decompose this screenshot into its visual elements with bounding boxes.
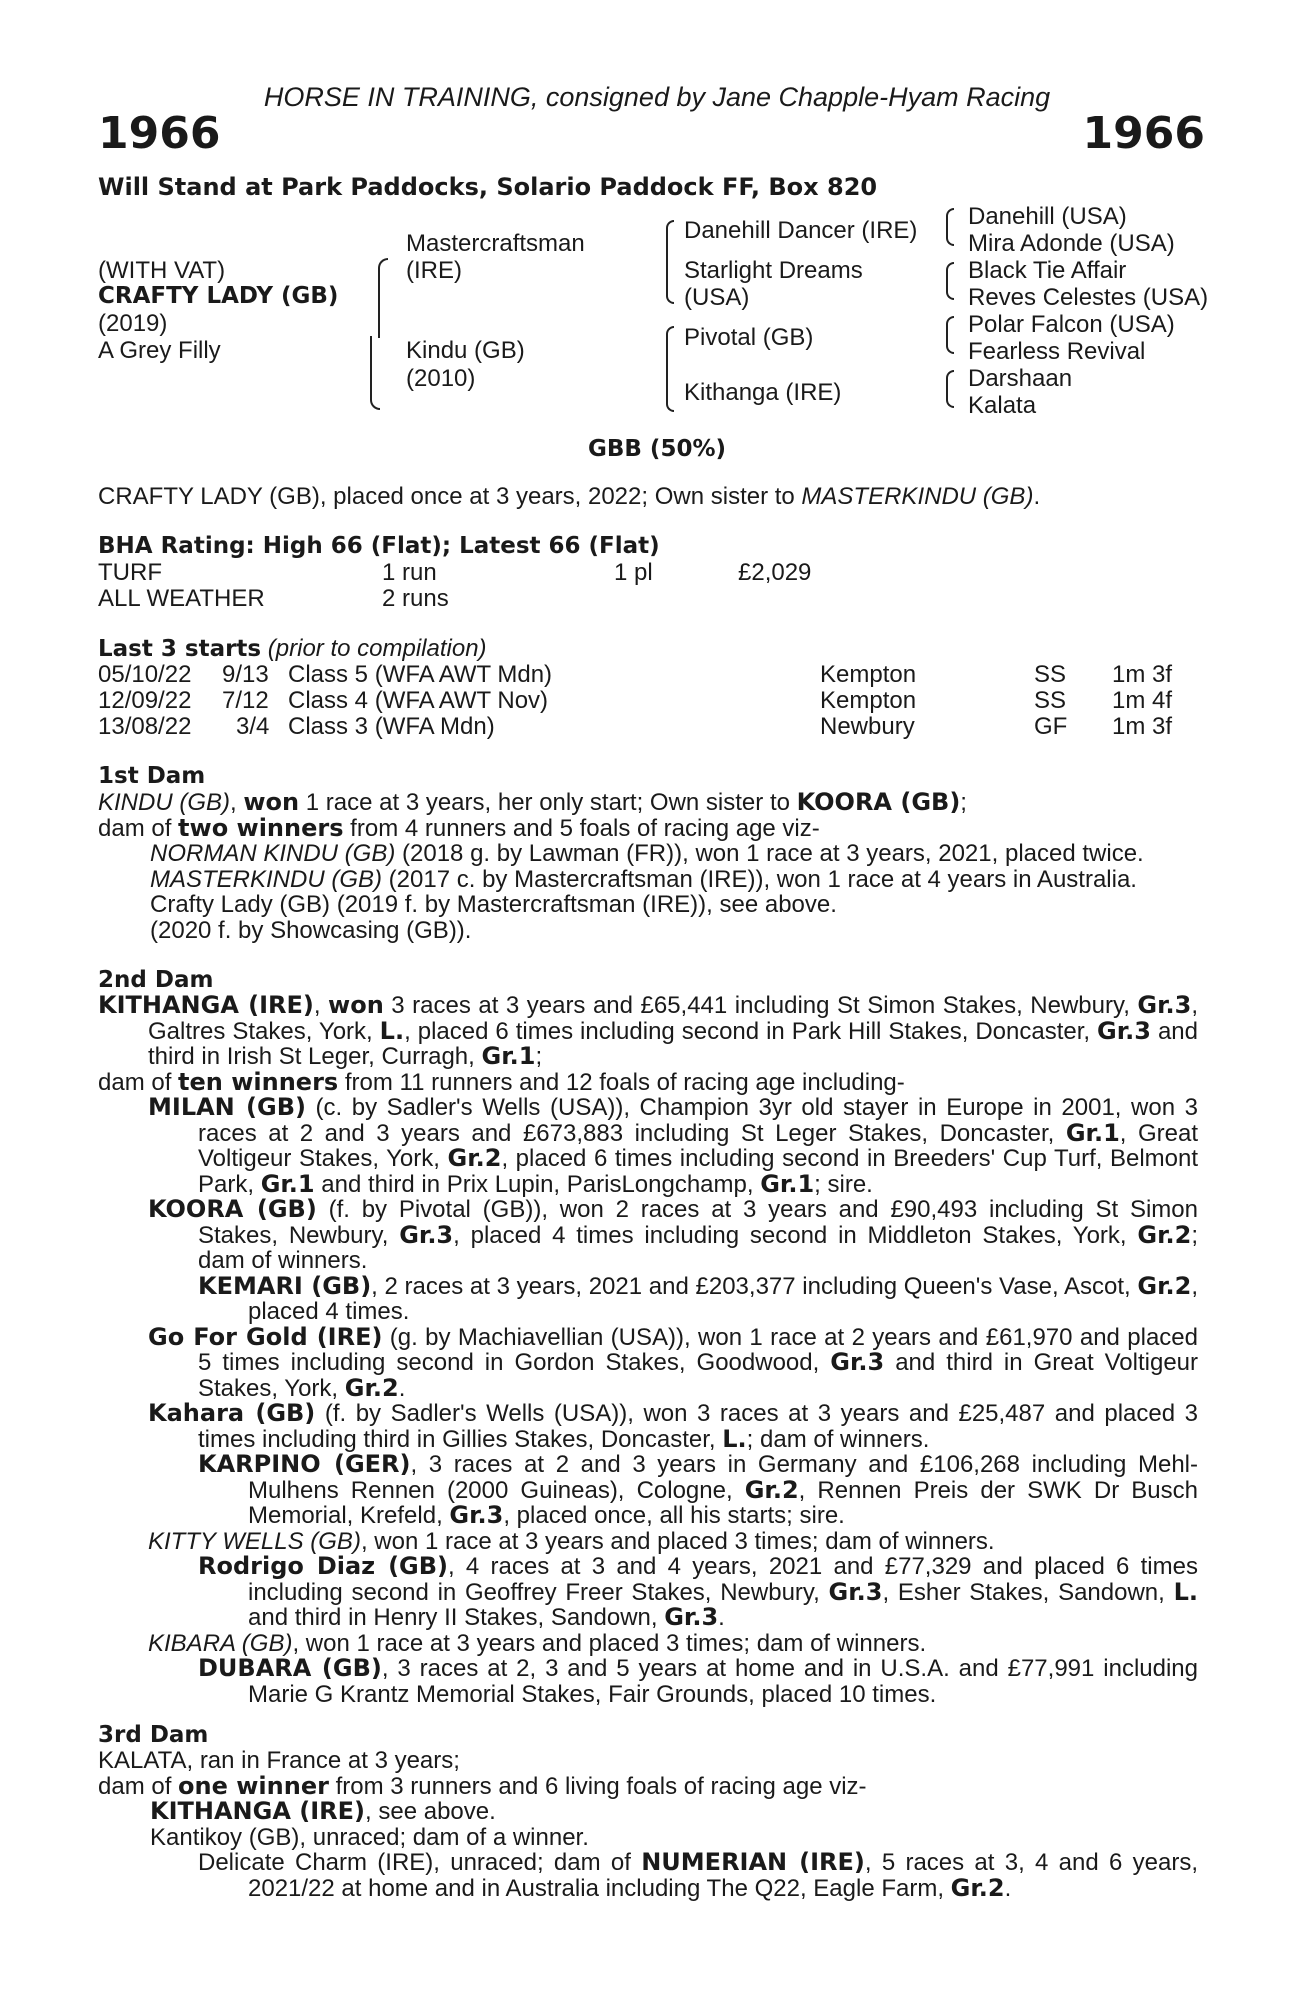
rating-surface: TURF bbox=[98, 559, 162, 586]
text: Gr.2 bbox=[950, 1873, 1005, 1902]
text: 3 races at 3 years and £65,441 including St Simon Stakes, Newbury, bbox=[383, 992, 1138, 1019]
rating-prize: £2,029 bbox=[738, 559, 812, 586]
dam3-line1: KALATA, ran in France at 3 years; bbox=[98, 1747, 460, 1774]
text: Rodrigo Diaz (GB) bbox=[198, 1552, 448, 1580]
summary-sister: MASTERKINDU (GB) bbox=[801, 483, 1034, 510]
dam-name: Kindu (GB) bbox=[406, 337, 525, 364]
brace-sire bbox=[378, 258, 388, 338]
gp-dsd: Fearless Revival bbox=[968, 338, 1146, 365]
dam2-kithanga bbox=[98, 993, 1198, 1070]
progeny-kibara bbox=[98, 1631, 1198, 1657]
text: Gr.3 bbox=[399, 1220, 454, 1249]
dam-dam: Kithanga (IRE) bbox=[684, 379, 842, 406]
start-distance: 1m 4f bbox=[1112, 687, 1173, 714]
progeny-milan bbox=[98, 1095, 1198, 1197]
brace-gp4 bbox=[946, 370, 954, 408]
text: Gr.3 bbox=[1097, 1016, 1151, 1045]
start-position: 3/4 bbox=[236, 713, 270, 740]
progeny-item: (2020 f. by Showcasing (GB)). bbox=[150, 916, 472, 944]
text: NORMAN KINDU (GB) bbox=[150, 840, 396, 867]
text: dam of bbox=[98, 814, 179, 842]
text: , 3 races at 2, 3 and 5 years at home and in U.S.A. and £77,991 including Marie G Krantz Memorial Stakes, Fair Grounds, placed 10 times. bbox=[248, 1655, 1198, 1708]
text: ; bbox=[535, 1043, 543, 1070]
rating-runs: 2 runs bbox=[382, 585, 449, 612]
text: ; dam of winners. bbox=[198, 1221, 1198, 1274]
text: , Rennen Preis der SWK Dr Busch Memorial, Krefeld, bbox=[248, 1476, 1198, 1529]
rating-runs: 1 run bbox=[382, 559, 437, 586]
sire-dam-line1: Starlight Dreams bbox=[684, 257, 863, 284]
text: , placed 4 times including second in Middleton Stakes, York, bbox=[453, 1221, 1138, 1249]
text: DUBARA (GB) bbox=[198, 1654, 382, 1682]
brace-dam-parents bbox=[666, 326, 674, 412]
progeny-kahara bbox=[98, 1401, 1198, 1452]
lot-number-left: 1966 bbox=[98, 108, 221, 159]
start-race: Class 5 (WFA AWT Mdn) bbox=[288, 661, 553, 688]
start-row bbox=[98, 714, 1198, 740]
text: from 4 runners and 5 foals of racing age viz- bbox=[343, 814, 820, 842]
dam1-title: 1st Dam bbox=[98, 763, 206, 789]
text: . bbox=[398, 1374, 406, 1402]
start-position: 9/13 bbox=[222, 661, 269, 688]
start-position: 7/12 bbox=[222, 687, 269, 714]
starts-title: Last 3 starts bbox=[98, 636, 262, 662]
text: , won 1 race at 3 years and placed 3 times; dam of winners. bbox=[360, 1527, 995, 1555]
dam3-title: 3rd Dam bbox=[98, 1722, 209, 1748]
text: Gr.3 bbox=[1137, 991, 1192, 1019]
text: Gr.2 bbox=[447, 1144, 502, 1172]
dam3-body bbox=[98, 1748, 1198, 1901]
text: and third in Henry II Stakes, Sandown, bbox=[248, 1604, 665, 1631]
text: Gr.1 bbox=[760, 1169, 815, 1198]
progeny-go-for-gold bbox=[98, 1322, 1199, 1402]
text: L. bbox=[379, 1016, 405, 1045]
sire-country: (IRE) bbox=[406, 257, 462, 284]
text: L. bbox=[1173, 1577, 1198, 1606]
text: . bbox=[718, 1604, 725, 1631]
start-row bbox=[98, 688, 1198, 714]
text: won bbox=[243, 788, 300, 816]
vat-label: (WITH VAT) bbox=[98, 257, 226, 284]
text: (2018 g. by Lawman (FR)), won 1 race at 3 years, 2021, placed twice. bbox=[395, 840, 1144, 867]
text: Gr.3 bbox=[664, 1603, 719, 1631]
text: and third in Great Voltigeur Stakes, York, bbox=[198, 1349, 1199, 1402]
text: , bbox=[230, 789, 244, 816]
brace-dam bbox=[370, 336, 380, 410]
progeny-kantikoy: Kantikoy (GB), unraced; dam of a winner. bbox=[150, 1823, 589, 1851]
starts-title-line bbox=[98, 636, 1198, 663]
text: , 4 races at 3 and 4 years, 2021 and £77,329 and placed 6 times including second in Geoffrey Freer Stakes, Newbury, bbox=[248, 1553, 1198, 1606]
text: dam of bbox=[98, 1772, 179, 1800]
text: (f. by Pivotal (GB)), won 2 races at 3 years and £90,493 including St Simon Stakes, Newbury, bbox=[198, 1196, 1198, 1249]
text: Gr.3 bbox=[449, 1501, 504, 1529]
start-course: Kempton bbox=[820, 661, 917, 688]
start-date: 05/10/22 bbox=[98, 661, 192, 688]
dam3-line2 bbox=[98, 1771, 1198, 1800]
dam2-body bbox=[98, 993, 1198, 1707]
text: ; sire. bbox=[814, 1170, 873, 1198]
gp-sdd: Reves Celestes (USA) bbox=[968, 284, 1209, 311]
start-going: GF bbox=[1034, 713, 1068, 740]
brace-gp3 bbox=[946, 316, 954, 354]
text: , won 1 race at 3 years and placed 3 times; dam of winners. bbox=[292, 1629, 927, 1657]
progeny-koora bbox=[98, 1197, 1198, 1274]
text: , 5 races at 3, 4 and 6 years, 2021/22 at home and in Australia including The Q22, Eagle Farm, bbox=[248, 1849, 1198, 1902]
sire-name: Mastercraftsman bbox=[406, 230, 585, 257]
text: , bbox=[313, 992, 329, 1019]
text: Kahara (GB) bbox=[148, 1399, 316, 1427]
progeny-item bbox=[98, 841, 1198, 867]
dam1-line1 bbox=[98, 790, 1198, 816]
start-row bbox=[98, 662, 1198, 688]
text: Gr.1 bbox=[481, 1042, 536, 1070]
text: , placed 6 times including second in Breeders' Cup Turf, Belmont Park, bbox=[198, 1145, 1199, 1198]
rating-placed: 1 pl bbox=[614, 559, 653, 586]
text: Go For Gold (IRE) bbox=[148, 1322, 383, 1351]
gp-dds: Darshaan bbox=[968, 365, 1073, 392]
horse-name: CRAFTY LADY (GB) bbox=[98, 283, 339, 309]
dam-year: (2010) bbox=[406, 365, 476, 392]
summary-end: . bbox=[1033, 483, 1041, 510]
dam1-body bbox=[98, 790, 1198, 943]
start-course: Newbury bbox=[820, 713, 915, 740]
text: Gr.3 bbox=[830, 1348, 885, 1376]
text: MASTERKINDU (GB) bbox=[150, 865, 383, 893]
gp-sss: Danehill (USA) bbox=[968, 203, 1127, 230]
start-going: SS bbox=[1034, 661, 1067, 688]
starts-note: (prior to compilation) bbox=[267, 635, 487, 662]
progeny-kithanga bbox=[98, 1799, 1198, 1825]
text: (2017 c. by Mastercraftsman (IRE)), won 1 race at 4 years in Australia. bbox=[382, 865, 1137, 893]
dam-sire: Pivotal (GB) bbox=[684, 324, 814, 351]
start-distance: 1m 3f bbox=[1112, 713, 1173, 740]
stand-location: Will Stand at Park Paddocks, Solario Paddock FF, Box 820 bbox=[98, 173, 878, 201]
text: from 3 runners and 6 living foals of racing age viz- bbox=[328, 1772, 867, 1800]
text: MILAN (GB) bbox=[148, 1093, 306, 1121]
horse-year: (2019) bbox=[98, 310, 168, 337]
text: , placed once, all his starts; sire. bbox=[503, 1502, 845, 1529]
gp-sds: Black Tie Affair bbox=[968, 257, 1127, 284]
gp-ddd: Kalata bbox=[968, 392, 1037, 419]
text: ; bbox=[960, 789, 967, 816]
text: KIBARA (GB) bbox=[148, 1629, 293, 1657]
text: and third in Prix Lupin, ParisLongchamp, bbox=[314, 1170, 761, 1198]
rating-surface: ALL WEATHER bbox=[98, 585, 265, 612]
text: Gr.3 bbox=[828, 1577, 883, 1606]
text: , Galtres Stakes, York, bbox=[148, 992, 1198, 1045]
text: KITTY WELLS (GB) bbox=[148, 1527, 361, 1555]
rating-row-aw bbox=[98, 586, 998, 612]
gp-dss: Polar Falcon (USA) bbox=[968, 311, 1175, 338]
text: , Esher Stakes, Sandown, bbox=[882, 1578, 1174, 1606]
progeny-rodrigo-diaz bbox=[98, 1554, 1198, 1631]
start-course: Kempton bbox=[820, 687, 917, 714]
brace-gp1 bbox=[946, 208, 954, 246]
text: dam of bbox=[98, 1068, 179, 1096]
dam1-line2 bbox=[98, 813, 1198, 842]
text: 1 race at 3 years, her only start; Own sister to bbox=[299, 789, 797, 816]
summary-name: CRAFTY LADY (GB) bbox=[98, 483, 320, 510]
summary-line bbox=[98, 484, 1198, 510]
dam1-name: KINDU (GB) bbox=[98, 789, 230, 816]
text: Gr.2 bbox=[344, 1373, 399, 1402]
text: NUMERIAN (IRE) bbox=[641, 1848, 865, 1876]
start-date: 13/08/22 bbox=[98, 713, 192, 740]
start-race: Class 4 (WFA AWT Nov) bbox=[288, 687, 549, 714]
consignment-line: HORSE IN TRAINING, consigned by Jane Chapple-Hyam Racing bbox=[263, 82, 1051, 112]
text: (c. by Sadler's Wells (USA)), Champion 3yr old stayer in Europe in 2001, won 3 races at 2 and 3 years and £673,883 including St Leger Stakes, Doncaster, bbox=[198, 1094, 1198, 1147]
text: two winners bbox=[178, 813, 344, 842]
text: Gr.1 bbox=[260, 1169, 315, 1198]
gbb-percentage: GBB (50%) bbox=[587, 436, 727, 462]
progeny-kemari bbox=[98, 1271, 1198, 1325]
text: , Great Voltigeur Stakes, York, bbox=[198, 1119, 1199, 1172]
text: , placed 6 times including second in Park Hill Stakes, Doncaster, bbox=[404, 1017, 1098, 1045]
progeny-kitty-wells bbox=[98, 1529, 1198, 1555]
text: , 3 races at 2 and 3 years in Germany and £106,268 including Mehl-Mulhens Rennen (2000 Guineas), Cologne, bbox=[248, 1451, 1198, 1504]
text: (g. by Machiavellian (USA)), won 1 race at 2 years and £61,970 and placed 5 times including second in Gordon Stakes, Goodwood, bbox=[198, 1323, 1198, 1376]
summary-text: , placed once at 3 years, 2022; Own sister to bbox=[319, 483, 802, 510]
text: , 2 races at 3 years, 2021 and £203,377 including Queen's Vase, Ascot, bbox=[371, 1272, 1138, 1300]
start-going: SS bbox=[1034, 687, 1067, 714]
rating-row-turf bbox=[98, 560, 998, 586]
text: Gr.2 bbox=[1137, 1220, 1192, 1249]
sire-sire: Danehill Dancer (IRE) bbox=[684, 217, 918, 244]
text: ten winners bbox=[178, 1067, 339, 1096]
text: Gr.1 bbox=[1065, 1118, 1120, 1147]
text: from 11 runners and 12 foals of racing age including- bbox=[338, 1068, 905, 1096]
text: Gr.2 bbox=[744, 1475, 799, 1504]
start-date: 12/09/22 bbox=[98, 687, 192, 714]
progeny-item bbox=[98, 867, 1198, 893]
lot-number-right: 1966 bbox=[1082, 108, 1205, 159]
text: , placed 4 times. bbox=[248, 1272, 1198, 1325]
progeny-delicate-charm bbox=[98, 1850, 1198, 1901]
progeny-item: Crafty Lady (GB) (2019 f. by Mastercraftsman (IRE)), see above. bbox=[150, 891, 837, 918]
brace-sire-parents bbox=[666, 220, 674, 304]
text: KARPINO (GER) bbox=[198, 1450, 411, 1478]
gp-ssd: Mira Adonde (USA) bbox=[968, 230, 1175, 257]
text: KOORA (GB) bbox=[796, 788, 961, 816]
text: KITHANGA (IRE) bbox=[98, 991, 314, 1019]
text: , see above. bbox=[365, 1798, 496, 1825]
brace-gp2 bbox=[946, 262, 954, 300]
text: L. bbox=[722, 1424, 747, 1453]
text: (f. by Sadler's Wells (USA)), won 3 races at 3 years and £25,487 and placed 3 times including third in Gillies Stakes, Doncaster, bbox=[198, 1400, 1198, 1453]
text: KITHANGA (IRE) bbox=[150, 1797, 366, 1825]
sire-dam-line2: (USA) bbox=[684, 284, 750, 311]
dam2-title: 2nd Dam bbox=[98, 967, 214, 993]
text: KEMARI (GB) bbox=[198, 1271, 372, 1300]
start-race: Class 3 (WFA Mdn) bbox=[288, 713, 495, 740]
horse-description: A Grey Filly bbox=[98, 337, 221, 364]
progeny-karpino bbox=[98, 1452, 1198, 1529]
text: Delicate Charm (IRE), unraced; dam of bbox=[198, 1849, 642, 1876]
text: ; dam of winners. bbox=[746, 1425, 930, 1453]
text: one winner bbox=[178, 1771, 329, 1800]
start-distance: 1m 3f bbox=[1112, 661, 1173, 688]
text: won bbox=[328, 991, 384, 1019]
text: and third in Irish St Leger, Curragh, bbox=[148, 1017, 1198, 1070]
rating-title: BHA Rating: High 66 (Flat); Latest 66 (Flat) bbox=[98, 533, 660, 559]
text: KOORA (GB) bbox=[148, 1195, 317, 1223]
text: . bbox=[1004, 1874, 1012, 1902]
progeny-dubara bbox=[98, 1656, 1198, 1707]
text: Gr.2 bbox=[1137, 1271, 1192, 1300]
dam2-dam-of bbox=[98, 1067, 1198, 1096]
